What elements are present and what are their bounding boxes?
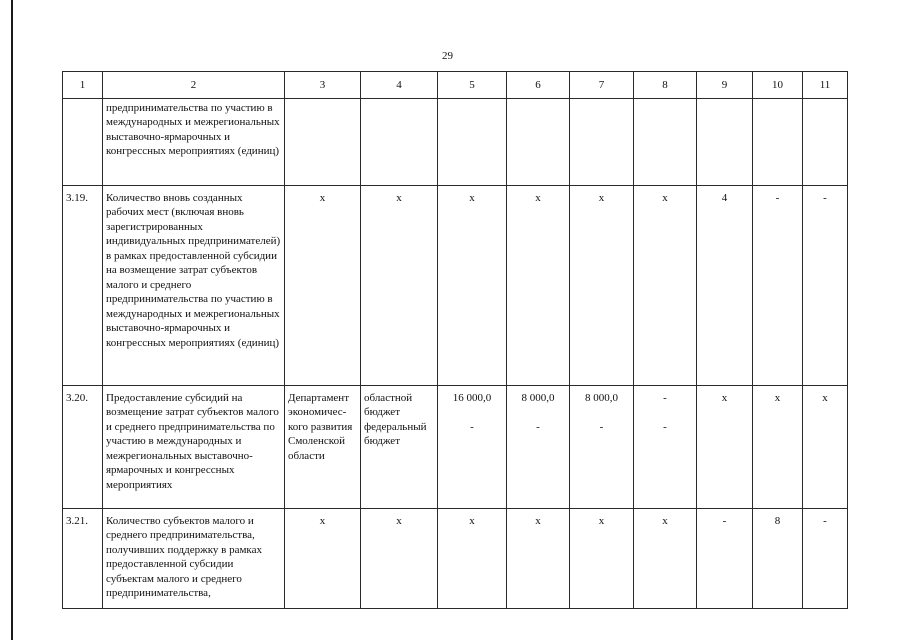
- cell-col7: x: [570, 508, 634, 608]
- row-description: Количество вновь созданных рабочих мест (включая вновь зарегистрированных индивидуальных предпринимателей) в рамках предоставленной субсидии на возмещение затрат субъектов малого и среднего предпринимательства по участию в международных и межрегиональных выставочно-ярмарочных и конгрессных мероприятиях (единиц): [103, 185, 285, 385]
- cell-col11: -: [803, 185, 848, 385]
- funding-regional: областной бюджет: [364, 391, 413, 418]
- row-number: 3.19.: [63, 185, 103, 385]
- table-header-row: [63, 72, 848, 99]
- value-regional: 16 000,0: [452, 391, 492, 404]
- program-table: [62, 71, 848, 609]
- cell-col5: x: [438, 508, 507, 608]
- page-number: 29: [442, 50, 453, 62]
- cell-col5: x: [438, 185, 507, 385]
- column-header: 4: [361, 72, 438, 99]
- table-row: [63, 385, 848, 508]
- column-header: 11: [803, 72, 848, 99]
- cell-col7: x: [570, 185, 634, 385]
- cell-col3: x: [285, 508, 361, 608]
- cell-col10: [753, 98, 803, 185]
- cell-col10: x: [753, 385, 803, 508]
- value-federal: -: [470, 420, 474, 433]
- page-margin-line: [11, 0, 13, 640]
- cell-col10: -: [753, 185, 803, 385]
- value-regional: 8 000,0: [585, 391, 618, 404]
- cell-col8: [634, 98, 697, 185]
- cell-col9: 4: [697, 185, 753, 385]
- cell-col3: [285, 98, 361, 185]
- cell-col8: x: [634, 185, 697, 385]
- cell-col11: -: [803, 508, 848, 608]
- cell-col10: 8: [753, 508, 803, 608]
- cell-col6: [507, 385, 570, 508]
- value-regional: 8 000,0: [521, 391, 555, 404]
- row-description: Количество субъектов малого и среднего предпринимательства, получивших поддержку в рамках предоставленной субсидии субъектам малого и среднего предпринимательства,: [103, 508, 285, 608]
- row-number: 3.20.: [63, 385, 103, 508]
- value-federal: -: [536, 420, 540, 433]
- spacer: [573, 405, 630, 420]
- cell-col9: [697, 98, 753, 185]
- cell-col6: x: [507, 508, 570, 608]
- row-number: [63, 98, 103, 185]
- value-federal: -: [663, 420, 667, 433]
- cell-col9: -: [697, 508, 753, 608]
- row-description: Предоставление субсидий на возмещение затрат субъектов малого и среднего предпринимательства по участию в международных и межрегиональных выставочно-ярмарочных и конгрессных мероприятиях: [103, 385, 285, 508]
- cell-col7: [570, 385, 634, 508]
- cell-col4: x: [361, 508, 438, 608]
- cell-col3: x: [285, 185, 361, 385]
- value-regional: -: [663, 391, 667, 404]
- cell-col4: [361, 98, 438, 185]
- spacer: [510, 405, 566, 420]
- table-row: [63, 185, 848, 385]
- column-header: 7: [570, 72, 634, 99]
- value-federal: -: [599, 420, 604, 433]
- cell-col7: [570, 98, 634, 185]
- column-header: 6: [507, 72, 570, 99]
- row-description: предпринимательства по участию в международных и межрегиональных выставочно-ярмарочных и конгрессных мероприятиях (единиц): [103, 98, 285, 185]
- column-header: 2: [103, 72, 285, 99]
- cell-col6: x: [507, 185, 570, 385]
- cell-col5: [438, 98, 507, 185]
- spacer: [637, 405, 693, 420]
- cell-col8: x: [634, 508, 697, 608]
- column-header: 9: [697, 72, 753, 99]
- cell-funding-source: [361, 385, 438, 508]
- spacer: [441, 405, 503, 420]
- column-header: 5: [438, 72, 507, 99]
- cell-col4: x: [361, 185, 438, 385]
- column-header: 3: [285, 72, 361, 99]
- cell-col11: x: [803, 385, 848, 508]
- cell-col5: [438, 385, 507, 508]
- table-row: [63, 508, 848, 608]
- cell-responsible: Департамент экономичес-кого развития Смоленской области: [285, 385, 361, 508]
- column-header: 10: [753, 72, 803, 99]
- column-header: 8: [634, 72, 697, 99]
- row-number: 3.21.: [63, 508, 103, 608]
- cell-col9: x: [697, 385, 753, 508]
- table-row: [63, 98, 848, 185]
- funding-federal: федеральный бюджет: [364, 420, 427, 447]
- cell-col11: [803, 98, 848, 185]
- cell-col8: [634, 385, 697, 508]
- cell-col6: [507, 98, 570, 185]
- column-header: 1: [63, 72, 103, 99]
